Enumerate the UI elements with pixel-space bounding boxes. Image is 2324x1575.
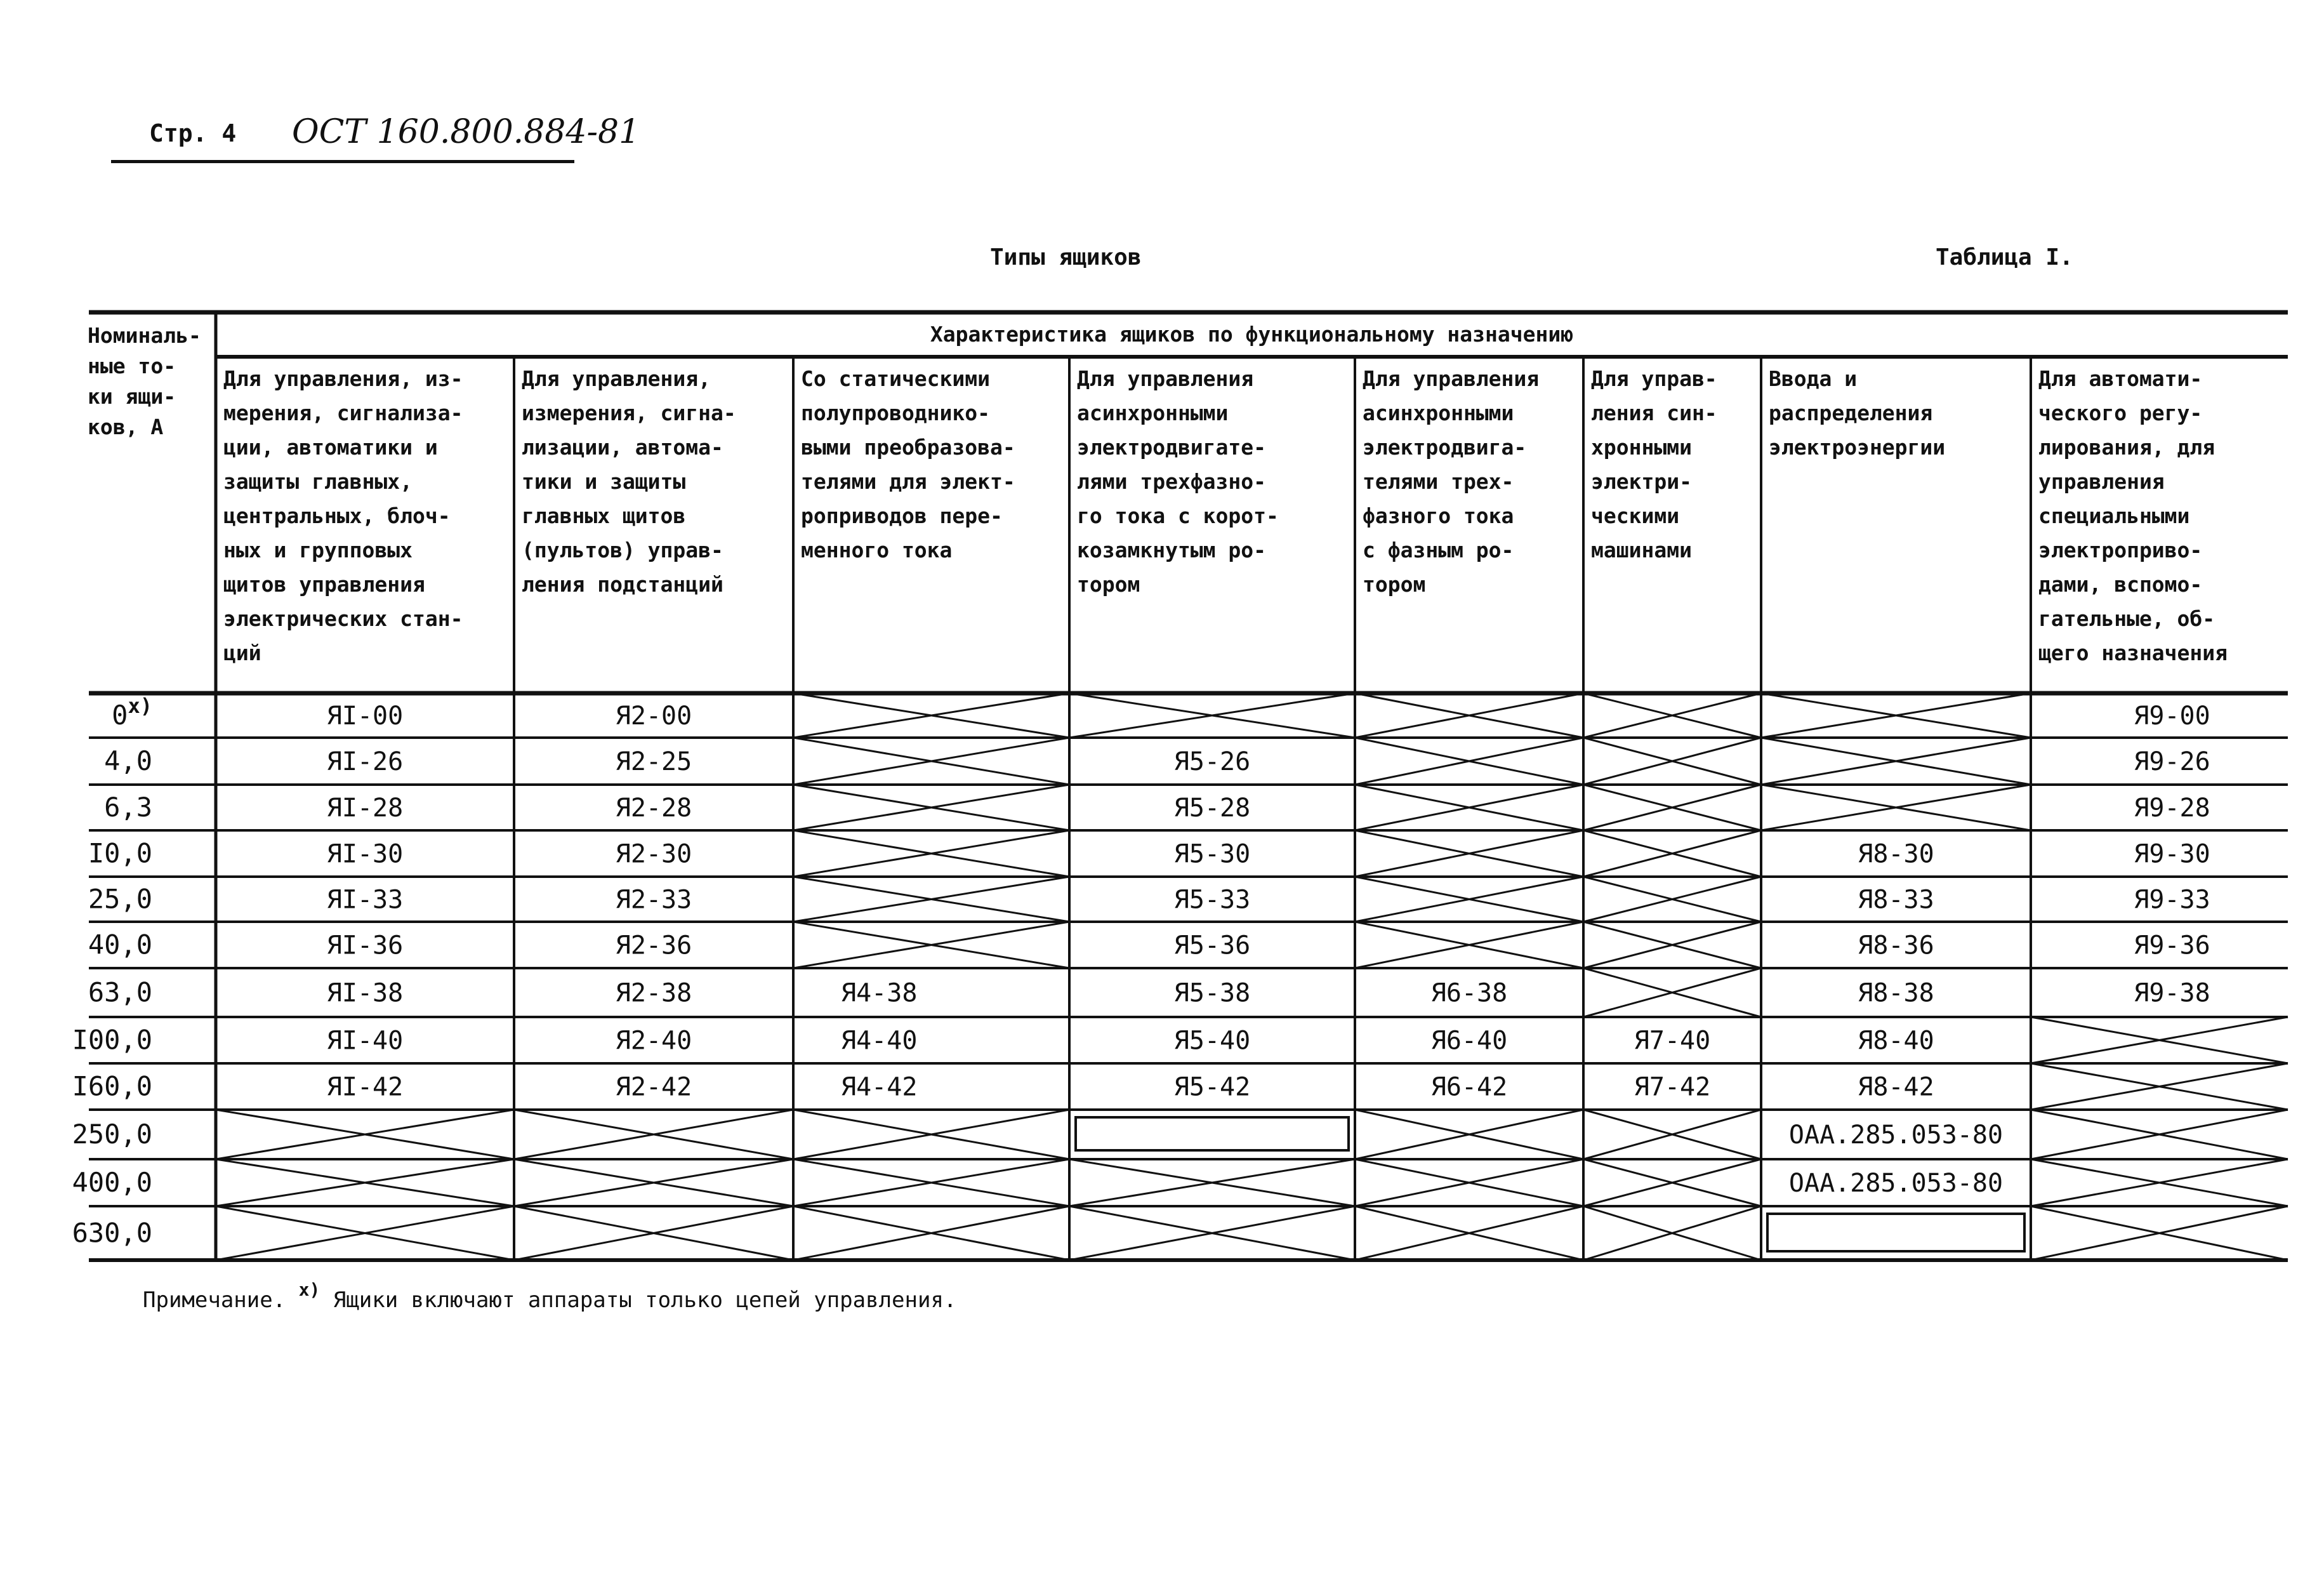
column-header-line: Для управления	[1077, 366, 1254, 391]
cell-value: ЯI-26	[326, 747, 404, 776]
column-header-line: роприводов пере-	[801, 503, 1003, 528]
column-header-line: тором	[1363, 572, 1426, 597]
cell-value: Я6-38	[1430, 978, 1508, 1008]
row-current: 4,0	[104, 745, 152, 776]
cell-value: Я4-38	[841, 978, 918, 1008]
row-current: 6,3	[104, 792, 152, 823]
column-header-line: телями для элект-	[801, 469, 1015, 494]
column-header-line: Для управления	[1363, 366, 1540, 391]
column-header-line: ления подстанций	[522, 572, 723, 597]
column-header-line: лирования, для	[2038, 435, 2215, 460]
column-header-line: мерения, сигнализа-	[223, 401, 463, 425]
cell-value: Я8-38	[1858, 978, 1934, 1008]
cell-value: ЯI-40	[326, 1026, 404, 1056]
column-header-line: Для управления, из-	[223, 366, 463, 391]
column-header-line: управления	[2038, 469, 2165, 494]
column-header-line: козамкнутым ро-	[1077, 538, 1267, 562]
column-header-line: выми преобразова-	[801, 435, 1015, 460]
cell-value: Я5-30	[1173, 839, 1251, 869]
cell-value: Я6-40	[1430, 1026, 1508, 1056]
column-header-line: лями трехфазно-	[1077, 469, 1267, 494]
cell-value: Я9-00	[2134, 701, 2210, 731]
cell-value: Я9-28	[2134, 794, 2210, 823]
column-header-line: электродвигате-	[1077, 435, 1267, 460]
cell-value: Я2-38	[615, 978, 692, 1008]
empty-cell-frame	[1767, 1214, 2024, 1251]
column-header-line: измерения, сигна-	[522, 401, 736, 425]
column-header-line: щего назначения	[2038, 641, 2228, 665]
column-header-line: гательные, об-	[2038, 606, 2215, 631]
column-header-line: специальными	[2038, 503, 2190, 528]
cell-value: Я5-33	[1173, 885, 1251, 915]
cell-value: Я9-30	[2134, 839, 2210, 869]
page-number: Стр. 4	[149, 119, 237, 147]
document-code: ОСТ 160.800.884-81	[292, 113, 640, 151]
column-header-line: главных щитов	[522, 503, 686, 528]
cell-value: ЯI-30	[326, 839, 404, 869]
column-header-line: Для управ-	[1591, 366, 1717, 391]
column-header-line: Со статическими	[801, 366, 991, 391]
column-header-line: центральных, блоч-	[223, 503, 451, 528]
cell-value: Я2-40	[615, 1026, 692, 1056]
cell-value: Я5-28	[1173, 794, 1251, 823]
cell-value: ЯI-42	[326, 1072, 404, 1102]
cell-value: Я7-40	[1634, 1026, 1711, 1056]
cell-value: Я5-36	[1173, 931, 1251, 960]
cell-value: Я9-26	[2134, 747, 2210, 776]
column-header-line: с фазным ро-	[1363, 538, 1514, 562]
row-current: $0^{х)}$	[112, 694, 152, 731]
row-current: 63,0	[88, 976, 152, 1008]
cell-value: ЯI-00	[326, 701, 404, 731]
cell-value: Я9-33	[2134, 885, 2210, 915]
column-header-line: ных и групповых	[223, 538, 413, 562]
row-current: I0,0	[88, 837, 152, 869]
note-prefix: Примечание.	[143, 1287, 286, 1313]
row-header-line: ки ящи-	[88, 384, 176, 409]
row-header-line: ков, А	[88, 415, 164, 439]
column-header-line: Ввода и	[1769, 366, 1858, 391]
row-current: 25,0	[88, 883, 152, 915]
cell-value: ОАА.285.053-80	[1788, 1169, 2004, 1198]
column-header-line: асинхронными	[1077, 401, 1229, 425]
note-text: Ящики включают аппараты только цепей управления.	[333, 1287, 957, 1313]
note-marker: х)	[298, 1279, 320, 1300]
column-header-line: тики и защиты	[522, 469, 686, 494]
row-current-marker: х)	[128, 694, 152, 718]
column-header-line: электрических стан-	[223, 606, 463, 631]
cell-value: Я2-25	[615, 747, 692, 776]
table-note	[143, 1279, 956, 1313]
column-header-line: ческими	[1591, 503, 1680, 528]
cell-value: Я2-36	[615, 931, 692, 960]
cell-value: Я5-38	[1173, 978, 1251, 1008]
cell-value: Я6-42	[1430, 1072, 1508, 1102]
cell-value: Я2-33	[615, 885, 692, 915]
cell-value: ЯI-36	[326, 931, 404, 960]
cell-value: Я8-30	[1858, 839, 1934, 869]
cell-value: Я9-38	[2134, 978, 2210, 1008]
cell-value: Я8-36	[1858, 931, 1934, 960]
cell-value: Я5-40	[1173, 1026, 1251, 1056]
row-current: 250,0	[72, 1119, 152, 1150]
column-header-line: щитов управления	[223, 572, 425, 597]
column-header-line: распределения	[1769, 401, 1933, 425]
cell-value: Я8-42	[1858, 1072, 1934, 1102]
column-header-line: хронными	[1591, 435, 1692, 460]
table-number: Таблица I.	[1936, 244, 2073, 270]
row-current: 630,0	[72, 1217, 152, 1249]
cell-value: ЯI-33	[326, 885, 404, 915]
cell-value: Я2-30	[615, 839, 692, 869]
column-header-line: электри-	[1591, 469, 1692, 494]
row-current: I60,0	[72, 1070, 152, 1102]
cell-value: ЯI-38	[326, 978, 404, 1008]
column-header-line: дами, вспомо-	[2038, 572, 2203, 597]
column-header-line: Для управления,	[522, 366, 711, 391]
row-header-line: ные то-	[88, 354, 176, 378]
column-header-line: ления син-	[1591, 401, 1717, 425]
column-header-line: го тока с корот-	[1077, 503, 1279, 528]
column-header-line: полупроводнико-	[801, 401, 991, 425]
column-header-line: лизации, автома-	[522, 435, 723, 460]
cell-value: Я2-42	[615, 1072, 692, 1102]
column-header-line: фазного тока	[1363, 503, 1514, 528]
cell-value: Я9-36	[2134, 931, 2210, 960]
column-header-line: ции, автоматики и	[223, 435, 438, 460]
column-header-line: Для автомати-	[2038, 366, 2203, 391]
column-header-line: электроприво-	[2038, 538, 2203, 562]
row-current: I00,0	[72, 1024, 152, 1056]
column-header-line: ций	[223, 641, 261, 665]
row-current: 40,0	[88, 929, 152, 960]
cell-value: Я2-00	[615, 701, 692, 731]
cell-value: Я5-42	[1173, 1072, 1251, 1102]
row-header-line: Номиналь-	[88, 323, 201, 348]
cell-value: Я8-40	[1858, 1026, 1934, 1056]
column-header-line: защиты главных,	[223, 469, 413, 494]
cell-value: Я5-26	[1173, 747, 1251, 776]
column-header-line: менного тока	[801, 538, 953, 562]
cell-value: Я2-28	[615, 794, 692, 823]
cell-value: Я4-42	[841, 1072, 918, 1102]
cell-value: ЯI-28	[326, 794, 404, 823]
cell-value: ОАА.285.053-80	[1788, 1120, 2004, 1150]
cell-value: Я4-40	[841, 1026, 918, 1056]
column-header-line: ческого регу-	[2038, 401, 2203, 425]
column-header-line: электродвига-	[1363, 435, 1527, 460]
empty-cell-frame	[1076, 1117, 1349, 1150]
row-current: 400,0	[72, 1167, 152, 1198]
column-header-line: тором	[1077, 572, 1140, 597]
table-title: Типы ящиков	[990, 244, 1142, 270]
group-header: Характеристика ящиков по функциональному назначению	[930, 322, 1574, 347]
column-header-line: телями трех-	[1363, 469, 1514, 494]
column-header-line: асинхронными	[1363, 401, 1514, 425]
column-header-line: электроэнергии	[1769, 435, 1946, 460]
cell-value: Я8-33	[1858, 885, 1934, 915]
column-header-line: машинами	[1591, 538, 1692, 562]
column-header-line: (пультов) управ-	[522, 538, 723, 562]
cell-value: Я7-42	[1634, 1072, 1711, 1102]
